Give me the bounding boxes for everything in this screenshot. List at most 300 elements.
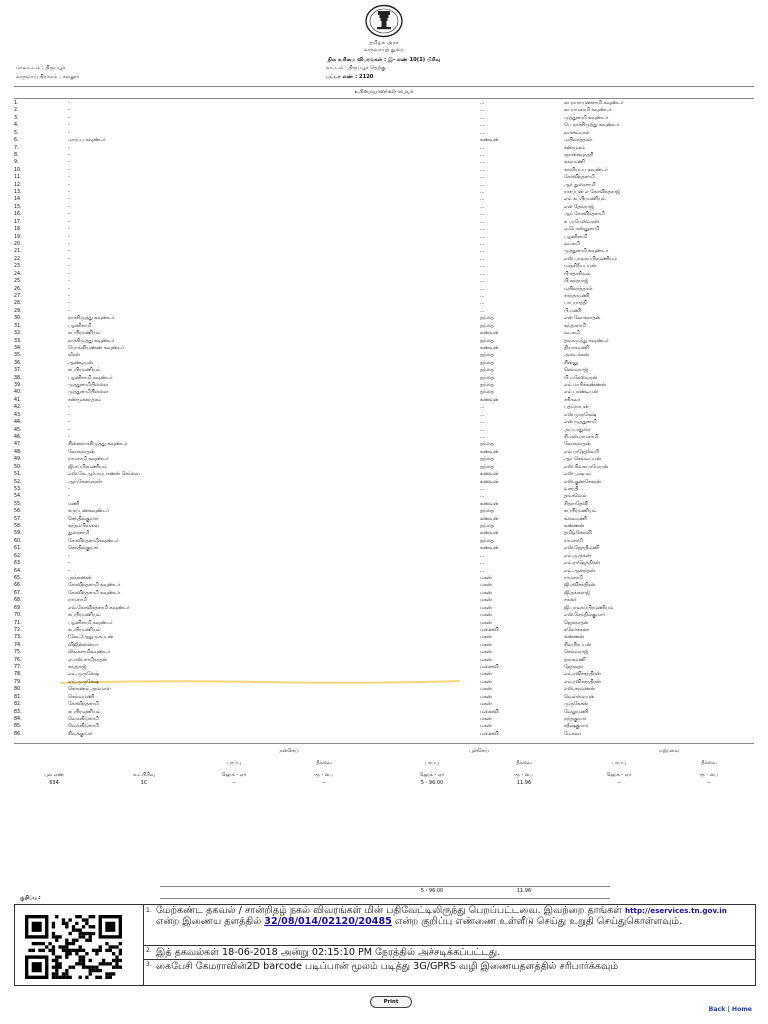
serial-number: 36. xyxy=(14,360,22,366)
note-2 xyxy=(144,945,756,960)
footer-separator: | xyxy=(725,1006,732,1013)
table-row xyxy=(14,427,754,434)
table-row xyxy=(14,471,754,478)
relative-name: விஜின்னையா xyxy=(68,642,99,648)
relation: ... xyxy=(480,412,485,418)
relation-blank xyxy=(398,701,480,708)
relation-blank xyxy=(398,278,480,285)
owner-name: எம்.ஆனந்தன் xyxy=(564,568,595,574)
relative-name: - xyxy=(68,568,70,574)
relative-name: ஆண்டியன் xyxy=(68,360,93,366)
serial-number: 51. xyxy=(14,472,22,478)
relation-blank xyxy=(398,471,480,478)
owner-name: மயிலாத்தாள் xyxy=(564,138,593,144)
serial-number: 14. xyxy=(14,197,22,203)
relative-name: கோவிந்தசாமி xyxy=(68,702,99,708)
table-row xyxy=(14,479,754,486)
table-row xyxy=(14,256,754,263)
relation-blank xyxy=(398,248,480,255)
relation-blank xyxy=(398,226,480,233)
other-assessment: -- xyxy=(707,780,711,786)
serial-number: 10. xyxy=(14,167,22,173)
table-row xyxy=(14,612,754,619)
relative-name: - xyxy=(68,167,70,173)
owner-name: பத்மநாபன் xyxy=(564,405,589,411)
relation: ... xyxy=(480,420,485,426)
relation: தந்தை xyxy=(480,390,494,396)
relative-name: - xyxy=(68,108,70,114)
owner-name: பி மணி xyxy=(564,308,581,314)
relative-name: - xyxy=(68,553,70,559)
owner-name: எஸ் பஷ்பம் xyxy=(564,472,591,478)
serial-number: 37. xyxy=(14,368,22,374)
col-header: ரூ - பை xyxy=(514,772,534,778)
relative-name: - xyxy=(68,405,70,411)
note-1-part-c: என்ற குறிப்பு எண்ணை உள்ளீடு செய்து உறுதி செய்துகொள்ளவும். xyxy=(391,916,683,927)
header-govt: தமிழக அரசு xyxy=(369,40,399,46)
relation: தந்தை xyxy=(480,375,494,381)
eservices-link[interactable]: http://eservices.tn.gov.in xyxy=(624,906,727,915)
table-row xyxy=(14,145,754,152)
back-link[interactable]: Back xyxy=(708,1006,726,1013)
owner-name: மஞ்சிநீயப்பன் xyxy=(564,264,596,270)
relation: தந்தை xyxy=(480,338,494,344)
relation: தந்தை xyxy=(480,353,494,359)
serial-number: 44. xyxy=(14,420,22,426)
owner-name: சித்ராதேவி xyxy=(564,501,588,507)
owner-name: கலைமணி xyxy=(564,516,587,522)
relation: தந்தை xyxy=(480,464,494,470)
relation: தந்தை xyxy=(480,360,494,366)
relation: தந்தை xyxy=(480,383,494,389)
owner-name: சசிகலா xyxy=(564,397,580,403)
serial-number: 31. xyxy=(14,323,22,329)
col-header: புல எண் xyxy=(44,772,64,778)
relation: ... xyxy=(480,212,485,218)
col-header: ரூ - பை xyxy=(699,772,719,778)
relation-blank xyxy=(398,300,480,307)
relative-name: - xyxy=(68,115,70,121)
relative-name: வெங்கிடுசாமி xyxy=(68,724,99,730)
table-row xyxy=(14,516,754,523)
owner-name: தங்கமுத்து கவுண்டர் xyxy=(564,338,609,344)
divider xyxy=(160,898,610,899)
relation: மனைவி xyxy=(480,627,499,633)
table-row xyxy=(14,642,754,649)
relation: ... xyxy=(480,256,485,262)
relation: மகன் xyxy=(480,620,492,626)
relative-name: ராமசாமி கவுண்டர் xyxy=(68,457,109,463)
serial-number: 62. xyxy=(14,553,22,559)
relation: கணவன் xyxy=(480,516,499,522)
relative-name: செல்வமணி xyxy=(68,694,94,700)
relation-blank xyxy=(398,234,480,241)
wet-assessment: -- xyxy=(322,780,326,786)
owner-name: மேகலா xyxy=(564,731,581,737)
col-header: ஹெக் - ஏர் xyxy=(419,772,445,778)
serial-number: 7. xyxy=(14,145,19,151)
relation: கணவன் xyxy=(480,472,499,478)
serial-number: 79. xyxy=(14,679,22,685)
table-row xyxy=(14,456,754,463)
table-row xyxy=(14,434,754,441)
relation-blank xyxy=(398,152,480,159)
owner-name: பாப்பாத்தி xyxy=(564,301,587,307)
relative-name: - xyxy=(68,145,70,151)
relation-blank xyxy=(398,582,480,589)
relative-name: சுப்பிரமணியம் xyxy=(68,331,101,337)
owner-name: ஜி.பாலசுப்பிரமணியம் xyxy=(564,605,613,611)
table-row xyxy=(14,293,754,300)
table-row xyxy=(14,271,754,278)
serial-number: 46. xyxy=(14,434,22,440)
relative-name: - xyxy=(68,293,70,299)
table-row xyxy=(14,219,754,226)
relation-blank xyxy=(398,182,480,189)
owner-name: எஸ்.குணசேகரன் xyxy=(564,479,602,485)
relation: ... xyxy=(480,219,485,225)
table-row xyxy=(14,545,754,552)
relative-name: பழனிசாமி xyxy=(68,323,92,329)
table-row xyxy=(14,360,754,367)
serial-number: 43. xyxy=(14,412,22,418)
note-3 xyxy=(144,959,756,985)
relation: கணவன் xyxy=(480,501,499,507)
relation-blank xyxy=(398,130,480,137)
owner-name: எம்.ராஜேந்திரன் xyxy=(564,561,600,567)
relative-name: - xyxy=(68,234,70,240)
divider xyxy=(14,98,754,99)
relation-blank xyxy=(398,308,480,315)
relative-name: கோவிந்தசாமி கவுண்டர் xyxy=(68,590,121,596)
serial-number: 75. xyxy=(14,650,22,656)
note-3-text: கைபேசி கேமராவின்2D barcode படிப்பான் மூலம் படித்து 3G/GPRS வழி இணையதளத்தில் சரிபார்க்கவும் xyxy=(156,961,619,972)
relative-name: - xyxy=(68,182,70,188)
owner-name: கலாமணி xyxy=(564,160,585,166)
relation-blank xyxy=(398,649,480,656)
owner-name: சுப்பிரமணியம் xyxy=(564,509,597,515)
serial-number: 55. xyxy=(14,501,22,507)
owner-name: க பரமேஸ்வரன் xyxy=(564,219,599,225)
owner-name: ஆர் செல்வப்பன் xyxy=(564,457,601,463)
table-row xyxy=(14,590,754,597)
serial-number: 57. xyxy=(14,516,22,522)
owner-name: பி மகேஸ்வரன் xyxy=(564,375,598,381)
relative-name: லோகநாதன் xyxy=(68,449,95,455)
serial-number: 81. xyxy=(14,694,22,700)
owner-name: மயிலாத்தாள் xyxy=(564,286,593,292)
relation-blank xyxy=(398,404,480,411)
table-row xyxy=(14,575,754,582)
table-row xyxy=(14,137,754,144)
relative-name: பழனிசாமி கவுண்டர் xyxy=(68,375,113,381)
serial-number: 65. xyxy=(14,576,22,581)
relation-blank xyxy=(398,137,480,144)
table-row xyxy=(14,352,754,359)
relation: கணவன் xyxy=(480,546,499,552)
owner-name: ஜெகநாதன் xyxy=(564,620,589,626)
table-row xyxy=(14,671,754,678)
relation-blank xyxy=(398,167,480,174)
table-row xyxy=(14,382,754,389)
serial-number: 63. xyxy=(14,561,22,567)
serial-number: 15. xyxy=(14,204,22,210)
serial-number: 19. xyxy=(14,234,22,240)
relation-blank xyxy=(398,709,480,716)
serial-number: 53. xyxy=(14,486,22,492)
relation-blank xyxy=(398,345,480,352)
survey-number: 634 xyxy=(49,780,59,786)
serial-number: 68. xyxy=(14,598,22,604)
relation-blank xyxy=(398,530,480,537)
relation-blank xyxy=(398,464,480,471)
relative-name: கோவிந்தசாமி கவுண்டர் xyxy=(68,583,121,589)
serial-number: 48. xyxy=(14,449,22,455)
relation-blank xyxy=(398,627,480,634)
relation: ... xyxy=(480,182,485,188)
relation-blank xyxy=(398,286,480,293)
table-row xyxy=(14,189,754,196)
serial-number: 52. xyxy=(14,479,22,485)
serial-number: 84. xyxy=(14,717,22,723)
table-row xyxy=(14,211,754,218)
relation-blank xyxy=(398,145,480,152)
table-row xyxy=(14,486,754,493)
relation-blank xyxy=(398,241,480,248)
relation: ... xyxy=(480,249,485,255)
relative-name: எஸ்.கே.ஆர்.சுப்பாணன் செர்வை xyxy=(68,472,140,478)
relation-blank xyxy=(398,427,480,434)
table-row xyxy=(14,345,754,352)
owner-name: சண்முகம் xyxy=(564,145,586,151)
table-row xyxy=(14,204,754,211)
serial-number: 67. xyxy=(14,590,22,596)
table-row xyxy=(14,620,754,627)
relative-name: - xyxy=(68,420,70,426)
owner-name: எம்.முருகன் xyxy=(564,553,591,559)
owner-name: சிவபிரப்பன் xyxy=(564,642,591,648)
owner-name: எல் ராஜேஸ்வரி xyxy=(564,449,599,455)
table-row xyxy=(14,560,754,567)
note-1-part-a: மேற்கண்ட தகவல் / சான்றிதழ் நகல் விவரங்கள் மின் பதிவேட்டிலிருந்து பெறப்பட்டவை. இவற்றை தாங்கள் xyxy=(156,905,625,916)
table-row xyxy=(14,278,754,285)
sub-header: தீர்வை xyxy=(701,760,717,766)
relation: ... xyxy=(480,152,485,158)
table-row xyxy=(14,501,754,508)
category-wet: நன்செய் xyxy=(279,748,299,754)
serial-number: 70. xyxy=(14,613,22,619)
relation: மகன் xyxy=(480,605,492,611)
relative-name: - xyxy=(68,434,70,440)
owner-name: ஆர் கோவிந்தசாமி xyxy=(564,212,605,218)
owner-name: ராமசாமி xyxy=(564,538,583,544)
relation: ... xyxy=(480,264,485,270)
table-row xyxy=(14,553,754,560)
owner-name: செல்வராஜ் xyxy=(564,650,588,656)
relative-name: ராமசாமி xyxy=(68,598,87,604)
relation: ... xyxy=(480,167,485,173)
serial-number: 16. xyxy=(14,212,22,218)
serial-number: 78. xyxy=(14,672,22,678)
serial-number: 45. xyxy=(14,427,22,433)
table-row xyxy=(14,716,754,723)
relative-name: மாரப்ப கவுண்டர் xyxy=(68,138,106,144)
relation-blank xyxy=(398,679,480,686)
note-2-text: இத் தகவல்கள் 18-06-2018 அன்று 02:15:10 PM நேரத்தில் அச்சடிக்கப்பட்டது. xyxy=(156,947,501,958)
table-row xyxy=(14,686,754,693)
print-button[interactable]: Print xyxy=(370,996,412,1008)
relation: மகன் xyxy=(480,702,492,708)
reference-code-link[interactable]: 32/08/014/02120/20485 xyxy=(264,916,392,927)
table-row xyxy=(14,226,754,233)
owner-name: ராசப்பன் எ கோவிந்தராஜ் xyxy=(564,190,620,196)
relative-name: நாச்சிமுத்து கவுண்டர் xyxy=(68,316,115,322)
serial-number: 64. xyxy=(14,568,22,574)
note-1 xyxy=(144,905,756,946)
table-row xyxy=(14,167,754,174)
relative-name: - xyxy=(68,175,70,181)
relation: ... xyxy=(480,494,485,500)
relation-blank xyxy=(398,375,480,382)
relation: கணவன் xyxy=(480,397,499,403)
relation-blank xyxy=(398,189,480,196)
relative-name: செந்தில்குமார் xyxy=(68,516,99,522)
owner-name: என் லோகநாதன் xyxy=(564,316,601,322)
relation-blank xyxy=(398,441,480,448)
relation-blank xyxy=(398,657,480,664)
table-row xyxy=(14,731,754,738)
owner-name: கா நாராயணசாமி கவுண்டர் xyxy=(564,101,624,106)
header-department: வருவாய்த் துறை xyxy=(364,47,404,53)
owner-name: ஏ.பொன்னுசாமி xyxy=(564,227,600,233)
serial-number: 86. xyxy=(14,731,22,737)
relative-name: சுந்தராஜ் xyxy=(68,665,87,671)
relative-name: - xyxy=(68,561,70,567)
owner-name: எம்.ரவிச்சந்திரன் xyxy=(564,679,601,685)
relation: மகன் xyxy=(480,583,492,589)
owner-name: சாந்தாமணி xyxy=(564,293,589,299)
relative-name: - xyxy=(68,486,70,492)
owner-name: கண்ணன் xyxy=(564,524,584,530)
serial-number: 6. xyxy=(14,138,19,144)
relation-blank xyxy=(398,449,480,456)
relation-blank xyxy=(398,256,480,263)
owner-name: பி சதாசிவம் xyxy=(564,271,591,277)
table-row xyxy=(14,315,754,322)
relative-name: - xyxy=(68,249,70,255)
serial-number: 1. xyxy=(14,101,19,106)
relation-blank xyxy=(398,159,480,166)
serial-number: 25. xyxy=(14,279,22,285)
relative-name: எல்.கோவிந்தசாமி கவுண்டர் xyxy=(68,605,130,611)
relation: ... xyxy=(480,293,485,299)
owner-name: ஜோலதா xyxy=(564,665,584,671)
col-header: உட்பிரிவு xyxy=(133,772,155,778)
table-row xyxy=(14,241,754,248)
relation: தந்தை xyxy=(480,442,494,448)
note-number: 3. xyxy=(146,961,152,968)
relation-blank xyxy=(398,330,480,337)
relation: மனைவி xyxy=(480,665,499,671)
table-row xyxy=(14,523,754,530)
relation-blank xyxy=(398,508,480,515)
notes-label: குறிப்பு : xyxy=(20,895,41,901)
relation-blank xyxy=(398,538,480,545)
serial-number: 35. xyxy=(14,353,22,359)
relative-name: துரைசாமி xyxy=(68,531,90,537)
table-row xyxy=(14,375,754,382)
relation-blank xyxy=(398,360,480,367)
relation: மகன் xyxy=(480,642,492,648)
serial-number: 73. xyxy=(14,635,22,641)
relative-name: - xyxy=(68,123,70,129)
relation-blank xyxy=(398,686,480,693)
table-row xyxy=(14,664,754,671)
relation: தந்தை xyxy=(480,524,494,530)
relative-name: சுப்பிரமணியம் xyxy=(68,627,101,633)
table-row xyxy=(14,159,754,166)
table-row xyxy=(14,389,754,396)
relation: ... xyxy=(480,301,485,307)
home-link[interactable]: Home xyxy=(731,1006,752,1013)
relative-name: - xyxy=(68,494,70,500)
owner-name: எம் பாண்டியன் xyxy=(564,390,598,396)
relative-name: - xyxy=(68,308,70,314)
relative-name: - xyxy=(68,212,70,218)
serial-number: 8. xyxy=(14,152,19,158)
relation-blank xyxy=(398,486,480,493)
relation-blank xyxy=(398,434,480,441)
serial-number: 61. xyxy=(14,546,22,552)
owner-name: முருகேசன் xyxy=(564,702,588,708)
owners-table xyxy=(14,100,754,738)
relation-blank xyxy=(398,397,480,404)
relative-name: கருப்பணகவுண்டர் xyxy=(68,509,109,515)
owner-name: எம் சுப்பிரமணியம் xyxy=(564,197,606,203)
relation-blank xyxy=(398,516,480,523)
table-row xyxy=(14,248,754,255)
relative-name: சிவக்குமார் xyxy=(68,731,93,737)
serial-number: 29. xyxy=(14,308,22,314)
relative-name: சுப்பிரமணியம் xyxy=(68,709,101,715)
notes-box xyxy=(14,904,756,986)
subdivision: 1C xyxy=(140,780,148,786)
relation-blank xyxy=(398,338,480,345)
relation: ... xyxy=(480,204,485,210)
relation: ... xyxy=(480,486,485,492)
relation: கணவன் xyxy=(480,138,499,144)
relative-name: எம்.முருகேஷ் xyxy=(68,672,99,678)
serial-number: 11. xyxy=(14,175,22,181)
serial-number: 3. xyxy=(14,115,19,121)
owner-name: எஸ்.சரவணன் xyxy=(564,687,595,693)
owner-name: ஞானசவுந்தரி xyxy=(564,152,594,158)
relative-name: கந்தம்பிள்ளை xyxy=(68,524,99,530)
relative-name: செந்தில்குமார் xyxy=(68,546,99,552)
table-row xyxy=(14,286,754,293)
owner-name: சதீஷ்குமார் xyxy=(564,724,589,730)
owner-name: வசந்தி xyxy=(564,486,579,492)
owner-name: முத்துசாமி கவுண்டர் xyxy=(564,115,609,121)
serial-number: 18. xyxy=(14,227,22,233)
relation: மகன் xyxy=(480,687,492,693)
owner-name: எஸ் சிவசுப்ரமேயன் xyxy=(564,464,608,470)
owner-name: என் தேவராஜ் xyxy=(564,204,595,210)
relation: ... xyxy=(480,130,485,136)
relation-blank xyxy=(398,597,480,604)
owner-name: ராமசாமி xyxy=(564,576,583,581)
relative-name: சின்னநாச்சிமுத்து கவுண்டர் xyxy=(68,442,128,448)
